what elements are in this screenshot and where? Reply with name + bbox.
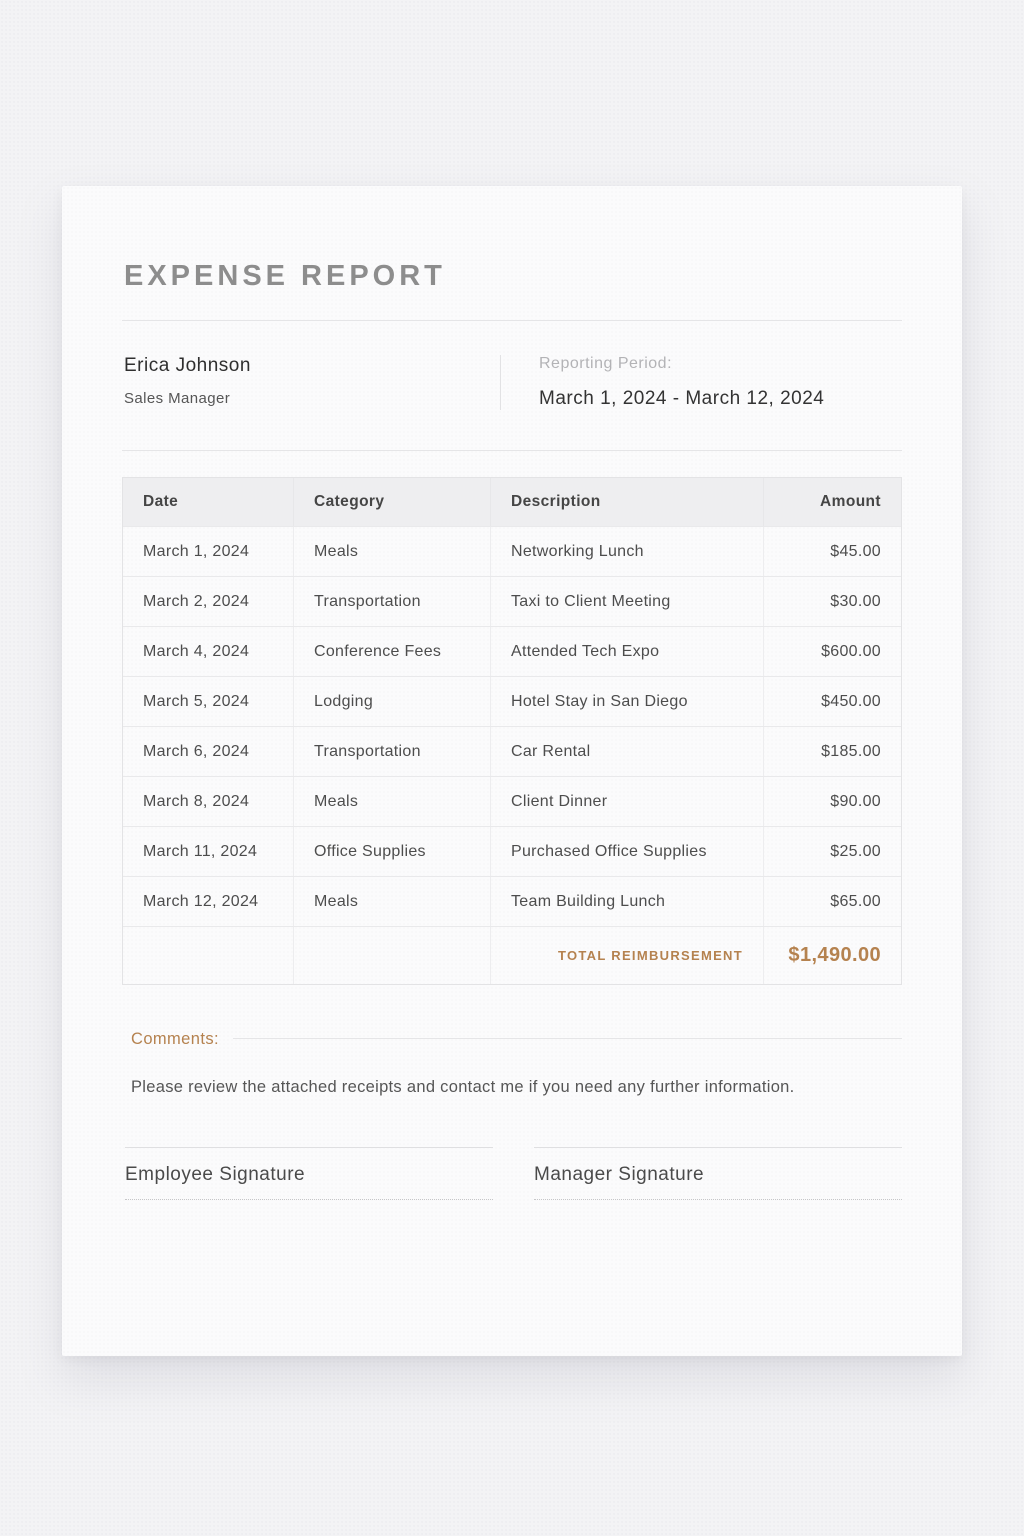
comments-text: Please review the attached receipts and contact me if you need any further information. (131, 1078, 795, 1096)
header-description: Description (491, 478, 764, 526)
page-title: EXPENSE REPORT (124, 260, 446, 292)
cell-amount: $90.00 (830, 792, 881, 810)
cell-empty (123, 927, 294, 984)
table-row (123, 576, 901, 626)
cell-amount: $30.00 (830, 592, 881, 610)
cell-description: Networking Lunch (491, 527, 764, 576)
manager-signature-block (534, 1147, 902, 1200)
cell-description: Hotel Stay in San Diego (491, 677, 764, 726)
cell-amount: $450.00 (821, 692, 881, 710)
comments-label: Comments: (131, 1030, 219, 1048)
table-row (123, 826, 901, 876)
cell-description: Taxi to Client Meeting (491, 577, 764, 626)
reporting-period-value: March 1, 2024 - March 12, 2024 (539, 388, 825, 409)
manager-signature-line (534, 1199, 902, 1200)
cell-date: March 2, 2024 (123, 577, 294, 626)
cell-category: Lodging (294, 677, 491, 726)
comments-header (131, 1030, 902, 1049)
cell-category: Transportation (294, 727, 491, 776)
cell-date: March 4, 2024 (123, 627, 294, 676)
reporting-period-label: Reporting Period: (539, 355, 673, 372)
table-row (123, 776, 901, 826)
signature-section (122, 1147, 902, 1200)
cell-category: Meals (294, 777, 491, 826)
expense-table (122, 477, 902, 985)
cell-description: Car Rental (491, 727, 764, 776)
employee-signature-line (125, 1199, 493, 1200)
cell-category: Conference Fees (294, 627, 491, 676)
table-row (123, 626, 901, 676)
header-category: Category (294, 478, 491, 526)
reporting-period (500, 355, 902, 410)
employee-role: Sales Manager (124, 390, 231, 407)
cell-description: Attended Tech Expo (491, 627, 764, 676)
cell-description: Team Building Lunch (491, 877, 764, 926)
cell-amount: $185.00 (821, 742, 881, 760)
cell-date: March 5, 2024 (123, 677, 294, 726)
cell-category: Transportation (294, 577, 491, 626)
cell-amount: $25.00 (830, 842, 881, 860)
table-row (123, 876, 901, 926)
comments-divider (233, 1038, 902, 1039)
table-row (123, 526, 901, 576)
employee-info (122, 355, 500, 410)
cell-date: March 12, 2024 (123, 877, 294, 926)
cell-amount: $45.00 (830, 542, 881, 560)
comments-section (122, 1030, 902, 1102)
cell-category: Meals (294, 877, 491, 926)
cell-amount: $600.00 (821, 642, 881, 660)
cell-description: Purchased Office Supplies (491, 827, 764, 876)
cell-date: March 11, 2024 (123, 827, 294, 876)
header-date: Date (123, 478, 294, 526)
table-row (123, 726, 901, 776)
cell-amount: $65.00 (830, 892, 881, 910)
cell-description: Client Dinner (491, 777, 764, 826)
cell-date: March 1, 2024 (123, 527, 294, 576)
cell-date: March 6, 2024 (123, 727, 294, 776)
total-amount: $1,490.00 (788, 944, 881, 966)
cell-empty (294, 927, 491, 984)
table-row (123, 676, 901, 726)
total-label: TOTAL REIMBURSEMENT (491, 927, 764, 984)
cell-category: Meals (294, 527, 491, 576)
cell-date: March 8, 2024 (123, 777, 294, 826)
employee-name: Erica Johnson (124, 355, 251, 376)
table-header-row (123, 478, 901, 526)
total-row (123, 926, 901, 984)
cell-category: Office Supplies (294, 827, 491, 876)
employee-signature-block (125, 1147, 493, 1200)
employee-signature-label: Employee Signature (125, 1164, 306, 1185)
report-info-section (122, 321, 902, 451)
expense-report-page (62, 186, 962, 1356)
header-amount: Amount (820, 493, 881, 510)
manager-signature-label: Manager Signature (534, 1164, 705, 1185)
